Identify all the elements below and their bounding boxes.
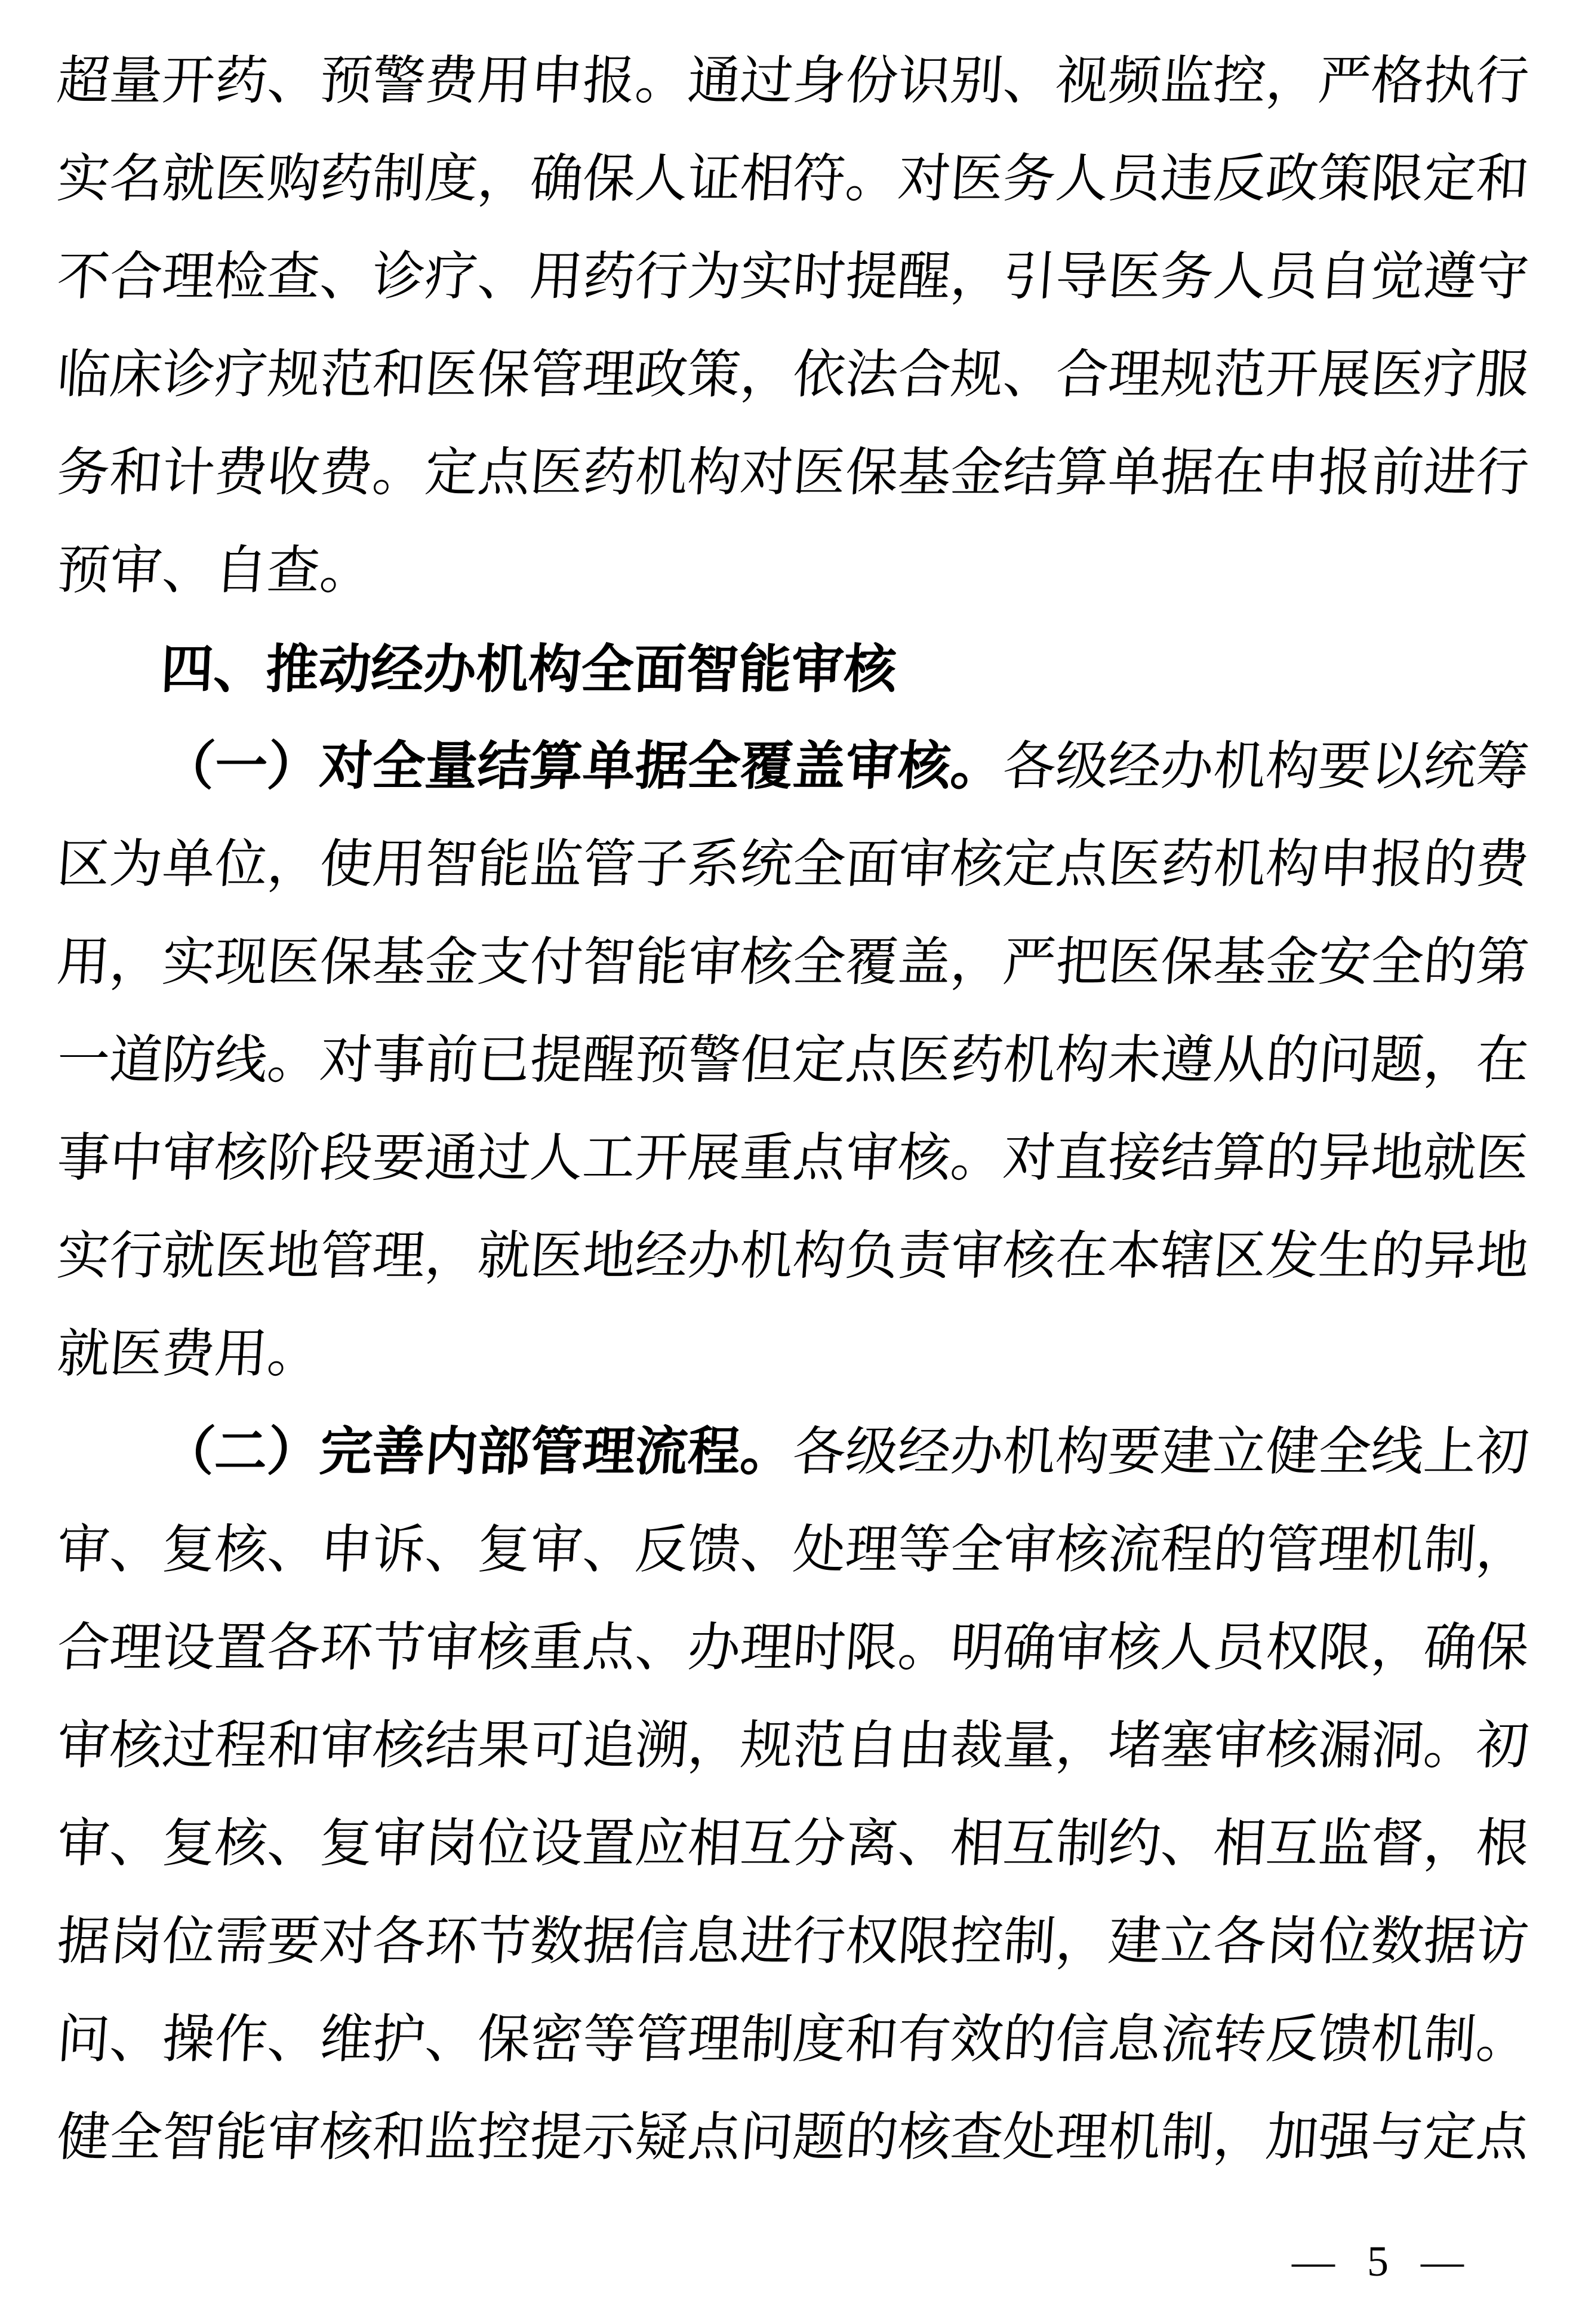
body-text: 务和计费收费。定点医药机构对医保基金结算单据在申报前进行	[55, 444, 1531, 502]
text-line	[54, 1012, 1532, 1110]
body-text: 不合理检查、诊疗、用药行为实时提醒，引导医务人员自觉遵守	[55, 248, 1531, 306]
body-text: 用，实现医保基金支付智能审核全覆盖，严把医保基金安全的第	[55, 934, 1531, 992]
body-text: 就医费用。	[55, 1326, 322, 1384]
text-line	[54, 229, 1532, 327]
body-text: 据岗位需要对各环节数据信息进行权限控制，建立各岗位数据访	[55, 1913, 1531, 1971]
page-number: — 5 —	[1292, 2237, 1475, 2285]
body-text: 区为单位，使用智能监管子系统全面审核定点医药机构申报的费	[55, 836, 1531, 894]
body-text: 事中审核阶段要通过人工开展重点审核。对直接结算的异地就医	[55, 1130, 1531, 1188]
text-line	[54, 1208, 1532, 1306]
text-line	[54, 1600, 1532, 1698]
lead-in-emphasis: （二）完善内部管理流程。	[160, 1424, 795, 1481]
text-line	[54, 1502, 1532, 1600]
text-line	[54, 33, 1532, 131]
body-text: 各级经办机构要建立健全线上初	[790, 1424, 1531, 1481]
text-line	[54, 425, 1532, 522]
text-line	[54, 327, 1532, 425]
body-text: 审、复核、申诉、复审、反馈、处理等全审核流程的管理机制，	[55, 1521, 1531, 1579]
lead-in-emphasis: （一）对全量结算单据全覆盖审核。	[160, 738, 1005, 796]
document-content	[54, 33, 1531, 2187]
text-line	[54, 1698, 1532, 1796]
body-text: 健全智能审核和监控提示疑点问题的核查处理机制，加强与定点	[55, 2109, 1531, 2167]
text-line	[54, 522, 1532, 620]
body-text: 临床诊疗规范和医保管理政策，依法合规、合理规范开展医疗服	[55, 346, 1531, 404]
body-text: 实行就医地管理，就医地经办机构负责审核在本辖区发生的异地	[55, 1228, 1531, 1286]
body-text: 问、操作、维护、保密等管理制度和有效的信息流转反馈机制。	[55, 2011, 1531, 2069]
text-line	[54, 1991, 1532, 2089]
text-line	[54, 914, 1532, 1012]
text-line	[54, 1893, 1532, 1991]
body-text: 合理设置各环节审核重点、办理时限。明确审核人员权限，确保	[55, 1619, 1531, 1677]
body-text: 预审、自查。	[55, 542, 375, 600]
body-text: 超量开药、预警费用申报。通过身份识别、视频监控，严格执行	[55, 53, 1531, 110]
body-text: 一道防线。对事前已提醒预警但定点医药机构未遵从的问题，在	[55, 1032, 1531, 1090]
body-text: 审核过程和审核结果可追溯，规范自由裁量，堵塞审核漏洞。初	[55, 1717, 1531, 1775]
text-line	[54, 718, 1532, 816]
body-text: 各级经办机构要以统筹	[1001, 738, 1531, 796]
text-line	[54, 2089, 1532, 2187]
text-line	[54, 1796, 1532, 1893]
text-line	[54, 1306, 1532, 1404]
body-text: 审、复核、复审岗位设置应相互分离、相互制约、相互监督，根	[55, 1815, 1531, 1873]
body-text: 实名就医购药制度，确保人证相符。对医务人员违反政策限定和	[55, 150, 1531, 208]
text-line	[54, 131, 1532, 229]
text-line	[54, 1404, 1532, 1502]
text-line	[54, 1110, 1532, 1208]
section-heading: 四、推动经办机构全面智能审核	[159, 640, 898, 699]
text-line	[54, 816, 1532, 914]
